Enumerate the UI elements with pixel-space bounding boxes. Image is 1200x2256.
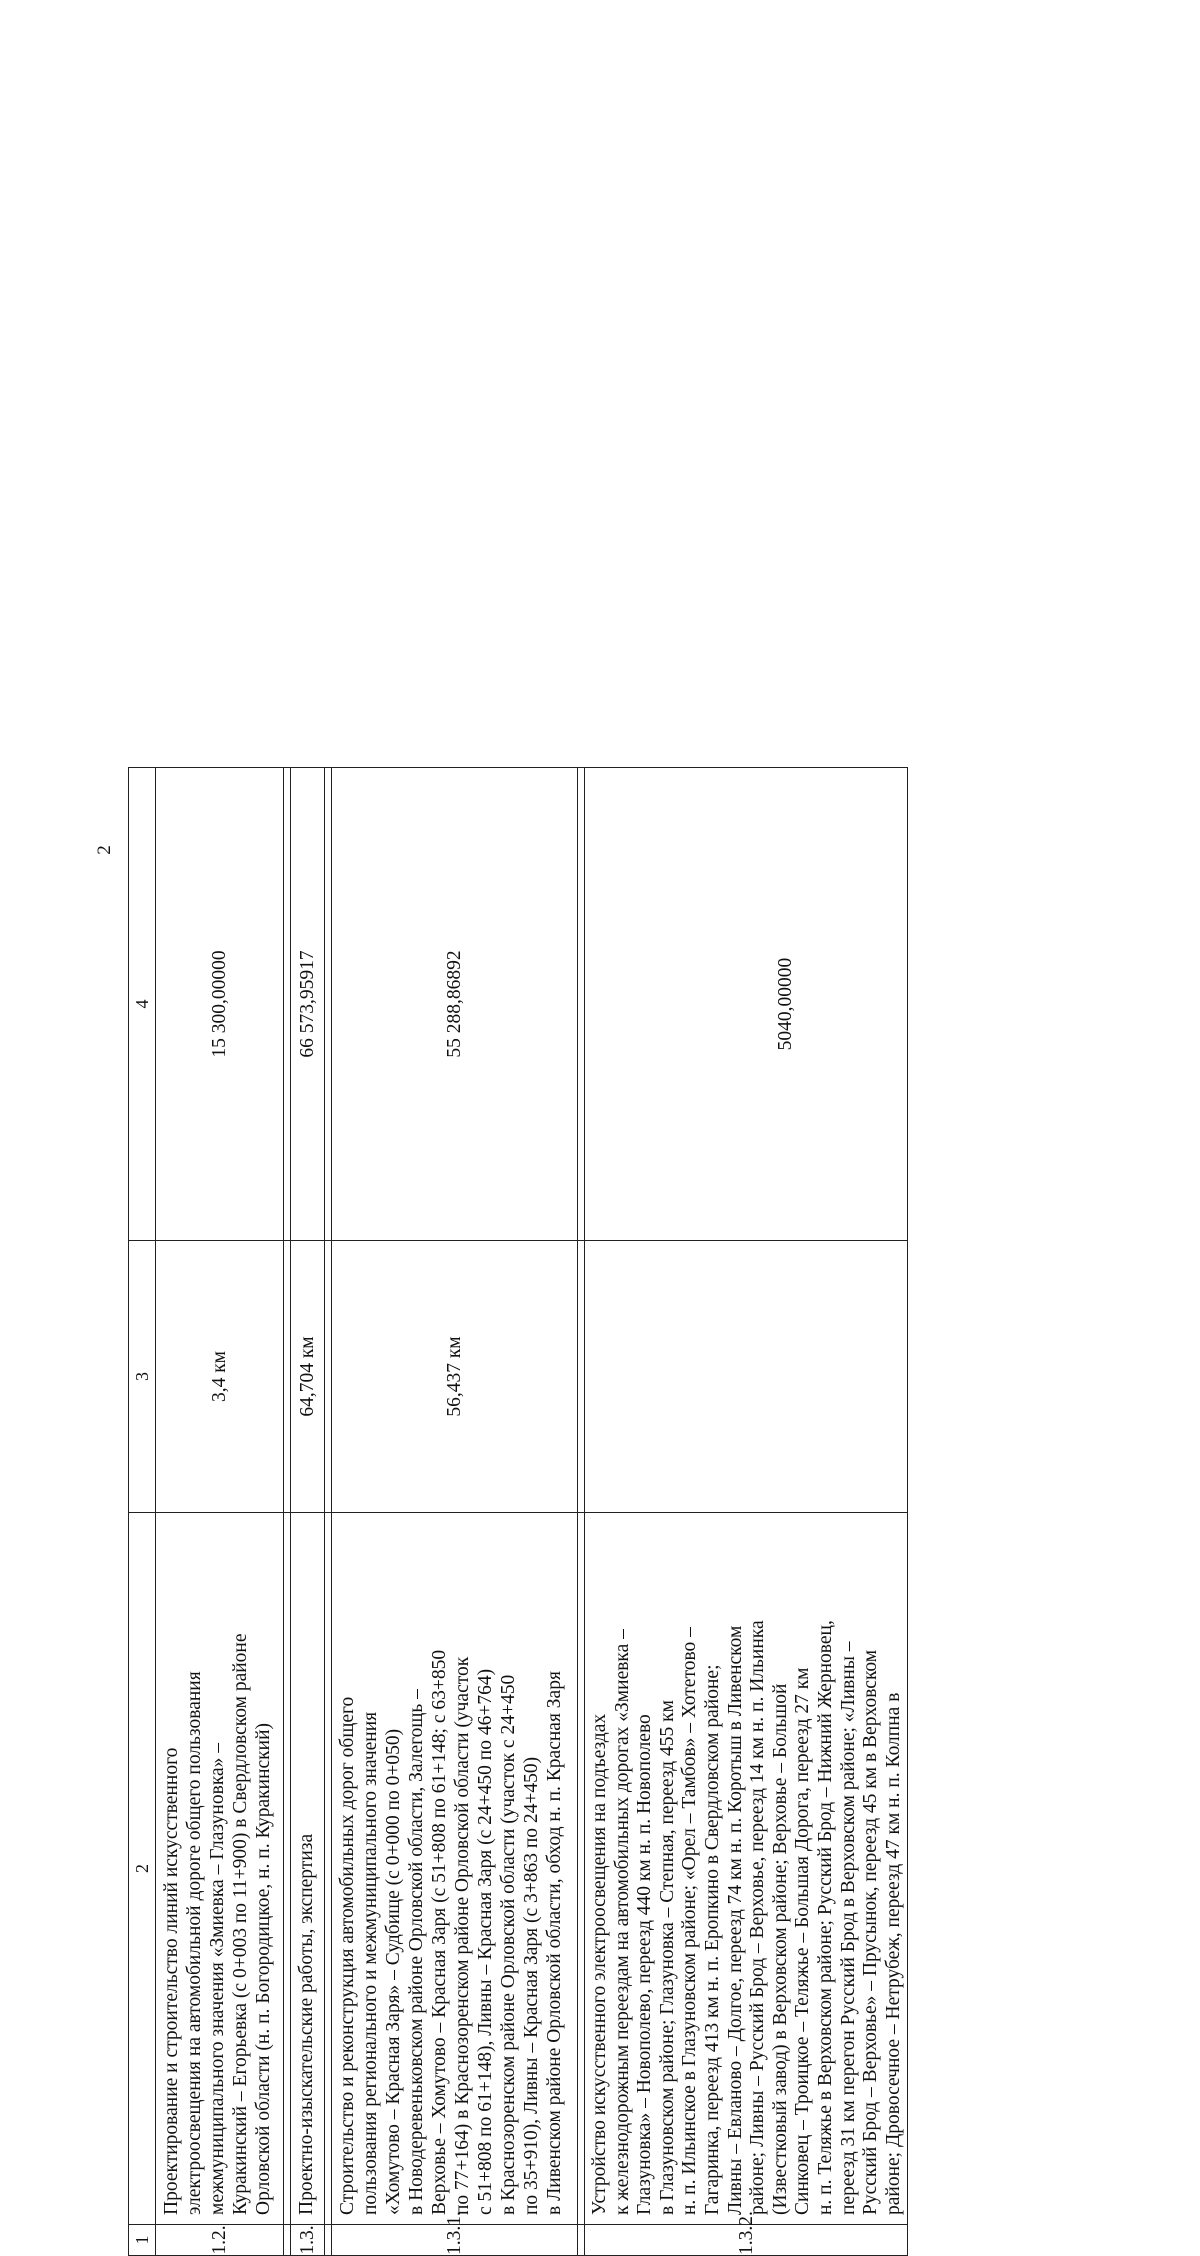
description-line: Гагаринка, переезд 413 км н. п. Еропкино в Свердловском районе; — [701, 1664, 723, 2215]
description-line: по 35+910), Ливны – Красная Заря (с 3+863 по 24+450) — [521, 1756, 542, 2215]
spacer-cell — [284, 2225, 291, 2256]
table-canvas — [128, 768, 904, 2256]
description-line: Куракинский – Егорьевка (с 0+003 по 11+900) в Свердловском районе — [230, 1633, 251, 2215]
description-line: н. п. Ильинское в Глазуновском районе; «Орел – Тамбов» – Хотетово – — [679, 1627, 701, 2215]
spacer-cell — [284, 1513, 291, 2225]
description-line: в Новодеревеньковском районе Орловской области, Залегощь – — [406, 1689, 427, 2215]
description-line: районе; Дровосечное – Нетрубеж, переезд 47 км н. п. Колпна в — [882, 1692, 904, 2215]
description-line: пользования регионального и межмуниципального значения — [360, 1711, 381, 2215]
spacer-cell — [284, 1241, 291, 1513]
description-line: Устройство искусственного электроосвещения на подъездах — [589, 1713, 610, 2215]
description-line: электроосвещения на автомобильной дороге общего пользования — [184, 1671, 205, 2215]
description-line: н. п. Теляжье в Верховском районе; Русский Брод – Нижний Жерновец, — [814, 1620, 836, 2215]
description-line: по 77+164) в Краснозоренском районе Орловской области (участок — [452, 1656, 473, 2215]
table-row — [156, 768, 284, 2256]
spacer-cell — [578, 1241, 585, 1513]
header-cell-2: 2 — [129, 1513, 156, 2225]
header-cell-1: 1 — [129, 2225, 156, 2256]
row-amount: 15 300,00000 — [156, 768, 284, 1241]
description-line: Ливны – Евланово – Долгое, переезд 74 км н. п. Коротыш в Ливенском — [724, 1625, 746, 2215]
row-spacer — [284, 768, 291, 2256]
row-number: 1.2. — [156, 2225, 284, 2256]
row-length — [585, 1241, 908, 1513]
spacer-cell — [325, 2225, 332, 2256]
description-line: в Глазуновском районе; Глазуновка – Степная, переезд 455 км — [656, 1700, 678, 2215]
table-row — [332, 768, 578, 2256]
table-row — [585, 768, 908, 2256]
description-line: в Ливенском районе Орловской области, обход н. п. Красная Заря — [544, 1671, 565, 2215]
description-line: с 51+808 по 61+148), Ливны – Красная Заря (с 24+450 по 46+764) — [475, 1668, 496, 2215]
row-length: 56,437 км — [332, 1241, 578, 1513]
description-line: Проектирование и строительство линий искусственного — [161, 1747, 182, 2215]
row-spacer — [325, 768, 332, 2256]
description-line: Верховье – Хомутово – Красная Заря (с 51+808 по 61+148; с 63+850 — [429, 1649, 450, 2215]
spacer-cell — [578, 1513, 585, 2225]
description-line: в Краснозоренском районе Орловской области (участок с 24+450 — [498, 1674, 519, 2215]
row-description — [585, 1513, 908, 2225]
row-spacer — [578, 768, 585, 2256]
table-row — [291, 768, 325, 2256]
table-header-row — [129, 768, 156, 2256]
page-number: 2 — [94, 845, 115, 855]
row-number: 1.3.2. — [585, 2225, 908, 2256]
spacer-cell — [578, 768, 585, 1241]
description-line: Проектно-изыскательские работы, экспертиза — [296, 1833, 317, 2215]
description-line: районе; Ливны – Русский Брод – Верховье, переезд 14 км н. п. Ильинка — [747, 1620, 769, 2215]
row-amount: 66 573,95917 — [291, 768, 325, 1241]
row-description — [332, 1513, 578, 2225]
spacer-cell — [325, 1241, 332, 1513]
row-number: 1.3.1. — [332, 2225, 578, 2256]
spacer-cell — [284, 768, 291, 1241]
description-line: Глазуновка» – Новополево, переезд 440 км н. п. Новополево — [634, 1714, 656, 2215]
data-table — [128, 767, 908, 2256]
description-line: (Известковый завод) в Верховском районе; Верховье – Большой — [769, 1683, 791, 2215]
description-line: Синковец – Троицкое – Теляжье – Большая Дорога, переезд 27 км — [792, 1667, 814, 2215]
row-length: 3,4 км — [156, 1241, 284, 1513]
description-line: к железнодорожным переездам на автомобильных дорогах «Змиевка – — [611, 1629, 633, 2215]
description-line: межмуниципального значения «Змиевка – Глазуновка» – — [207, 1742, 228, 2215]
row-description — [156, 1513, 284, 2225]
header-cell-4: 4 — [129, 768, 156, 1241]
description-line: «Хомутово – Красная Заря» – Судбище (с 0+000 по 0+050) — [383, 1728, 404, 2215]
spacer-cell — [578, 2225, 585, 2256]
row-length: 64,704 км — [291, 1241, 325, 1513]
description-line: переезд 31 км перегон Русский Брод в Верховском районе; «Ливны – — [837, 1641, 859, 2215]
row-amount: 55 288,86892 — [332, 768, 578, 1241]
header-cell-3: 3 — [129, 1241, 156, 1513]
spacer-cell — [325, 1513, 332, 2225]
rotated-table-area — [128, 768, 904, 2256]
row-description — [291, 1513, 325, 2225]
row-number: 1.3. — [291, 2225, 325, 2256]
description-line: Орловской области (н. п. Богородицкое, н. п. Куракинский) — [253, 1723, 274, 2215]
description-line: Строительство и реконструкция автомобильных дорог общего — [337, 1696, 358, 2215]
spacer-cell — [325, 768, 332, 1241]
row-amount: 5040,00000 — [585, 768, 908, 1241]
description-line: Русский Брод – Верховье» – Прусынок, переезд 45 км в Верховском — [860, 1649, 882, 2215]
